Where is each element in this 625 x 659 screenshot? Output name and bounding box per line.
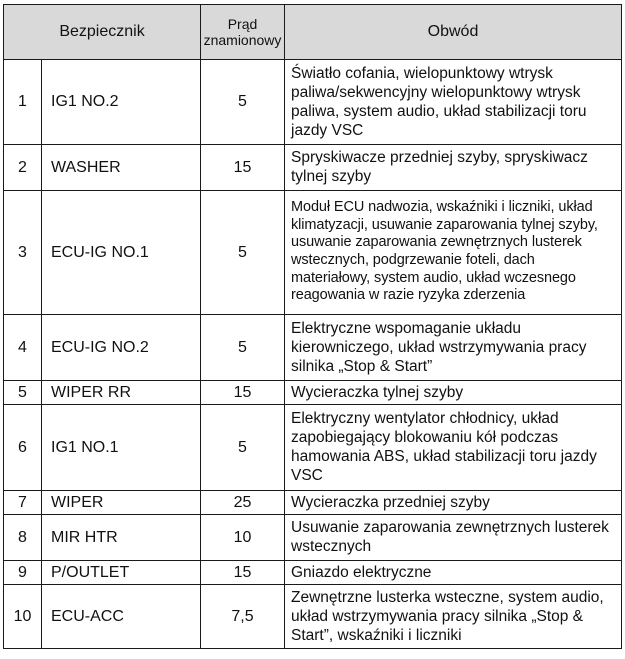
fuse-name: WIPER	[42, 491, 201, 515]
header-current: Prąd znamionowy	[201, 5, 285, 60]
fuse-circuit: Światło cofania, wielopunktowy wtrysk paliwa/sekwencyjny wielopunktowy wtrysk paliwa, system audio, układ stabilizacji toru jazdy VSC	[285, 60, 622, 145]
fuse-current: 15	[201, 145, 285, 191]
table-row	[4, 491, 622, 515]
table-row	[4, 381, 622, 405]
table-row	[4, 405, 622, 491]
fuse-name: P/OUTLET	[42, 561, 201, 585]
fuse-name: ECU-IG NO.1	[42, 191, 201, 315]
table-row	[4, 145, 622, 191]
fuse-current: 5	[201, 405, 285, 491]
row-number: 3	[4, 191, 42, 315]
fuse-table	[3, 4, 622, 649]
fuse-name: WASHER	[42, 145, 201, 191]
fuse-name: ECU-ACC	[42, 585, 201, 649]
row-number: 5	[4, 381, 42, 405]
header-row	[4, 5, 622, 60]
row-number: 10	[4, 585, 42, 649]
table-row	[4, 315, 622, 381]
row-number: 4	[4, 315, 42, 381]
header-fuse: Bezpiecznik	[4, 5, 201, 60]
fuse-name: WIPER RR	[42, 381, 201, 405]
fuse-current: 15	[201, 561, 285, 585]
header-circuit: Obwód	[285, 5, 622, 60]
fuse-current: 5	[201, 191, 285, 315]
fuse-circuit: Usuwanie zaparowania zewnętrznych lusterek wstecznych	[285, 515, 622, 561]
fuse-current: 5	[201, 60, 285, 145]
table-row	[4, 585, 622, 649]
table-row	[4, 515, 622, 561]
fuse-current: 7,5	[201, 585, 285, 649]
fuse-circuit: Elektryczne wspomaganie układu kierowniczego, układ wstrzymywania pracy silnika „Stop & Start”	[285, 315, 622, 381]
fuse-circuit: Elektryczny wentylator chłodnicy, układ zapobiegający blokowaniu kół podczas hamowania ABS, układ stabilizacji toru jazdy VSC	[285, 405, 622, 491]
table-row	[4, 191, 622, 315]
row-number: 7	[4, 491, 42, 515]
fuse-current: 10	[201, 515, 285, 561]
fuse-circuit: Wycieraczka tylnej szyby	[285, 381, 622, 405]
fuse-circuit: Moduł ECU nadwozia, wskaźniki i liczniki, układ klimatyzacji, usuwanie zaparowania tylnej szyby, usuwanie zaparowania zewnętrznych lusterek wstecznych, podgrzewanie foteli, dach materiałowy, system audio, układ wczesnego reagowania w razie ryzyka zderzenia	[285, 191, 622, 315]
row-number: 1	[4, 60, 42, 145]
fuse-name: IG1 NO.1	[42, 405, 201, 491]
fuse-circuit: Zewnętrzne lusterka wsteczne, system audio, układ wstrzymywania pracy silnika „Stop & Start”, wskaźniki i liczniki	[285, 585, 622, 649]
row-number: 9	[4, 561, 42, 585]
row-number: 2	[4, 145, 42, 191]
fuse-circuit: Gniazdo elektryczne	[285, 561, 622, 585]
fuse-name: MIR HTR	[42, 515, 201, 561]
fuse-current: 15	[201, 381, 285, 405]
fuse-circuit: Wycieraczka przedniej szyby	[285, 491, 622, 515]
table-row	[4, 60, 622, 145]
fuse-name: ECU-IG NO.2	[42, 315, 201, 381]
fuse-name: IG1 NO.2	[42, 60, 201, 145]
fuse-current: 5	[201, 315, 285, 381]
row-number: 8	[4, 515, 42, 561]
fuse-current: 25	[201, 491, 285, 515]
row-number: 6	[4, 405, 42, 491]
table-row	[4, 561, 622, 585]
fuse-circuit: Spryskiwacze przedniej szyby, spryskiwacz tylnej szyby	[285, 145, 622, 191]
